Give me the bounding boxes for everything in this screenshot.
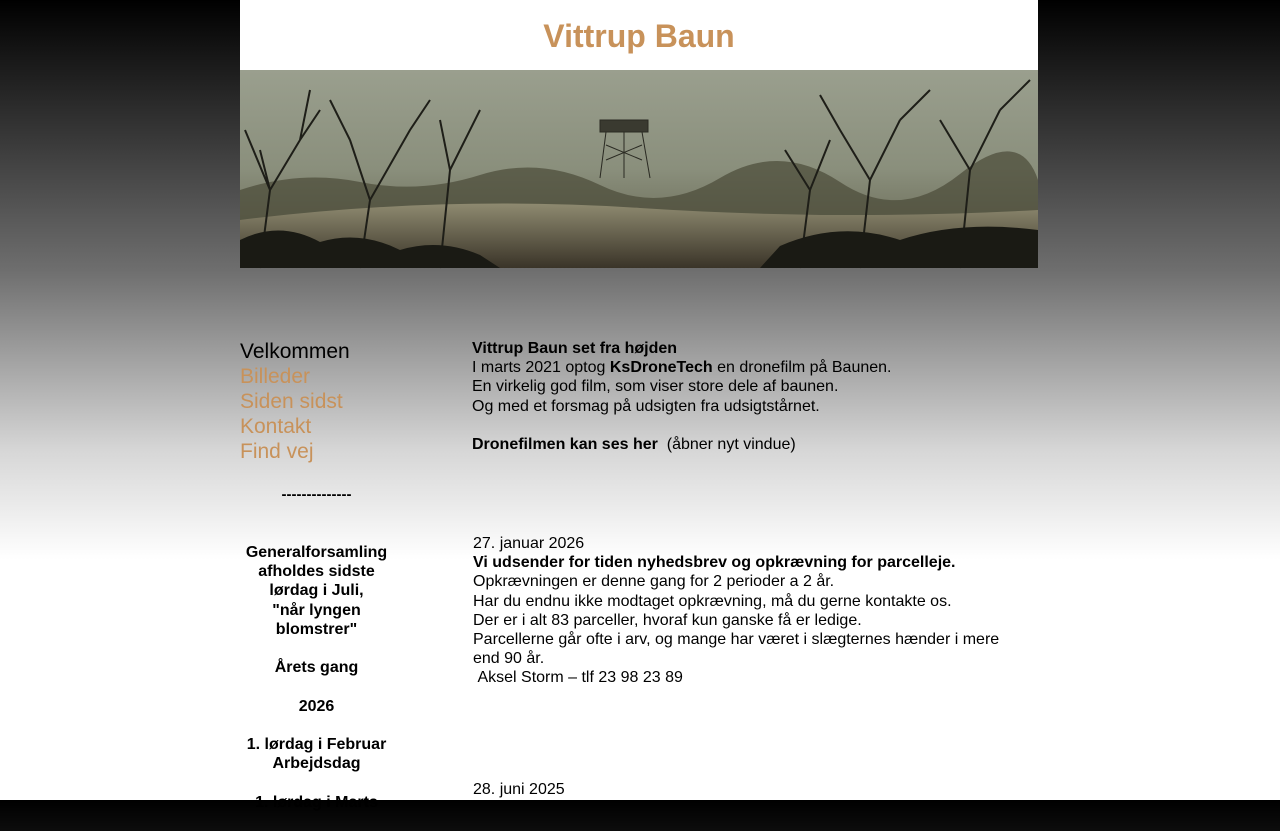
post1-line3: Der er i alt 83 parceller, hvoraf kun ganske få er ledige.: [473, 611, 862, 629]
event1-date: 1. lørdag i Februar: [246, 735, 387, 753]
post1-date: 27. januar 2026: [473, 535, 585, 552]
intro-heading: Vittrup Baun set fra højden: [472, 340, 678, 357]
intro-line3: Og med et forsmag på udsigten fra udsigtstårnet.: [472, 397, 820, 415]
event1-title: Arbejdsdag: [272, 755, 361, 773]
nav-separator: --------------: [281, 486, 352, 503]
nav-item-find-vej[interactable]: Find vej: [240, 440, 314, 463]
hero-landscape-image: [240, 70, 1038, 268]
gf-line2: afholdes sidste: [258, 563, 375, 581]
gf-line1: Generalforsamling: [245, 544, 388, 561]
gf-line5: blomstrer": [275, 620, 358, 638]
gf-line3: lørdag i Juli,: [269, 582, 364, 600]
intro-line1-post: en dronefilm på Baunen.: [712, 359, 892, 377]
site-title: Vittrup Baun: [543, 18, 735, 54]
gf-line4: "når lyngen: [272, 601, 361, 619]
nav-item-velkommen[interactable]: Velkommen: [240, 340, 350, 363]
site-header: [240, 0, 1038, 70]
nav-item-billeder[interactable]: Billeder: [240, 365, 311, 388]
intro-line2: En virkelig god film, som viser store dele af baunen.: [472, 378, 839, 396]
year-heading: 2026: [298, 697, 335, 715]
post2-date: 28. juni 2025: [473, 781, 565, 798]
event2-date: 1. lørdag i Marts: [255, 793, 378, 811]
hero-image: [240, 70, 1038, 268]
dronefilm-link-note: (åbner nyt vindue): [666, 436, 796, 454]
post1-headline: Vi udsender for tiden nyhedsbrev og opkrævning for parcelleje.: [473, 554, 956, 572]
post1-line2: Har du endnu ikke modtaget opkrævning, må du gerne kontakte os.: [473, 592, 952, 610]
intro-line1-pre: I marts 2021 optog: [472, 359, 610, 377]
intro-section: [472, 339, 1012, 454]
post1-line4: Parcellerne går ofte i arv, og mange har været i slægternes hænder i mere end 90 år.: [473, 631, 1000, 668]
dronefilm-link-text: Dronefilmen kan ses her: [472, 436, 658, 454]
nav-item-siden-sidst[interactable]: Siden sidst: [240, 390, 343, 413]
news-post-2: [473, 780, 1013, 799]
sidebar-info: [240, 543, 393, 831]
news-post-1: [473, 534, 1013, 688]
intro-line1-bold: KsDroneTech: [609, 359, 713, 377]
dronefilm-link[interactable]: [472, 436, 658, 453]
arets-gang-heading: Årets gang: [274, 659, 359, 677]
main-nav: [240, 339, 440, 464]
nav-item-kontakt[interactable]: Kontakt: [240, 415, 312, 438]
post1-signature: Aksel Storm – tlf 23 98 23 89: [477, 669, 683, 687]
post1-line1: Opkrævningen er denne gang for 2 perioder a 2 år.: [473, 573, 835, 591]
